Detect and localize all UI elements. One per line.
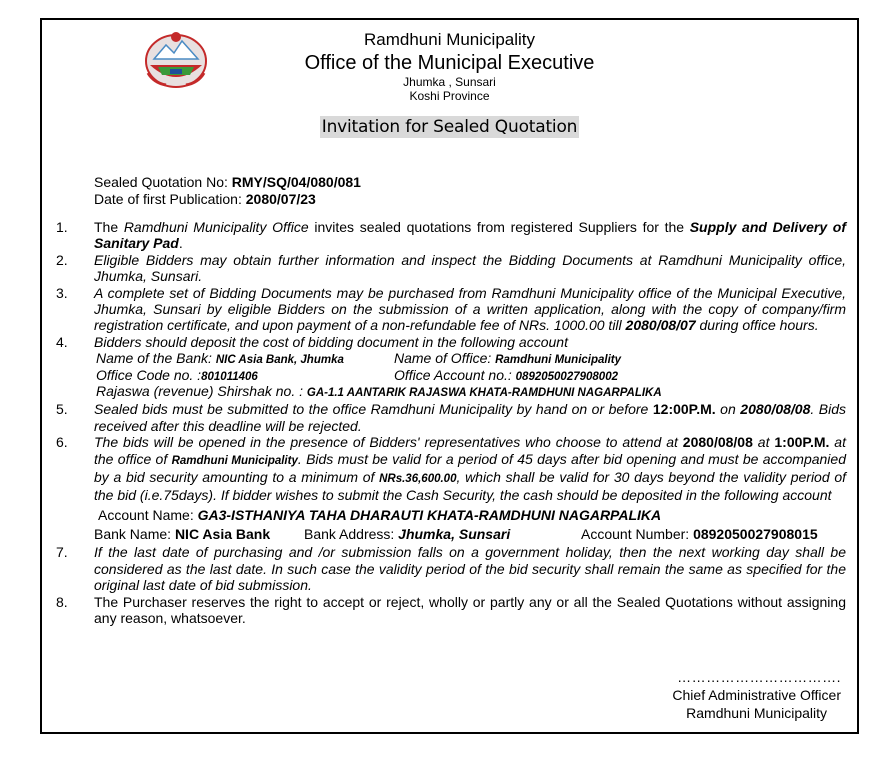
address-line-2: Koshi Province <box>409 89 490 103</box>
publication-date <box>94 191 361 208</box>
signature-block <box>672 668 841 722</box>
item-text: Eligible Bidders may obtain further information and inspect the Bidding Documents at Ramdhuni Municipality office, Jhumka, Sunsari. <box>94 251 846 285</box>
account-name-value: GA3-ISTHANIYA TAHA DHARAUTI KHATA-RAMDHUNI NAGARPALIKA <box>197 506 662 523</box>
list-item-6 <box>56 434 846 544</box>
item-text: 2080/08/07 <box>625 317 696 334</box>
office-code-label: Office Code no. : <box>96 366 202 383</box>
item-text: on <box>715 401 741 418</box>
item-text: Ramdhuni Municipality Office <box>123 219 309 235</box>
list-item-4 <box>56 334 846 402</box>
item-text: . <box>178 235 183 252</box>
item-text: , which shall be valid for 30 days beyond the validity period of the bid (i.e.75days). If bidder wishes to submit the Cash Security, the cash should be deposited in the following account <box>94 469 847 504</box>
item-number: 7. <box>56 544 68 561</box>
notice-frame <box>40 18 859 734</box>
item-text: Supply and Delivery of Sanitary Pad <box>94 219 846 252</box>
account-number-label: Account Number: <box>581 526 694 543</box>
list-item-3 <box>56 285 846 334</box>
address-line-1: Jhumka , Sunsari <box>403 75 496 89</box>
signatory-org: Ramdhuni Municipality <box>686 705 827 721</box>
bank-label: Name of the Bank: <box>96 350 216 367</box>
office-name: Office of the Municipal Executive <box>304 52 595 74</box>
notice-title-wrap <box>42 116 857 138</box>
signature-line: ……………………………. <box>677 669 841 685</box>
item-text: . Bids must be valid for a period of 45 days after bid opening and must be accompanied by a bid security amounting to a minimum of <box>94 450 846 486</box>
item-text: at the office of <box>94 434 846 467</box>
list-item-8 <box>56 594 846 627</box>
quotation-number-value: RMY/SQ/04/080/081 <box>231 174 361 190</box>
item-text: Ramdhuni Municipality <box>171 454 298 467</box>
notice-title: Invitation for Sealed Quotation <box>321 117 578 137</box>
list-item-1 <box>56 219 846 252</box>
item-text: 2080/08/08 <box>740 401 811 418</box>
item-number: 8. <box>56 593 68 610</box>
item-text: The bids will be opened in the presence of Bidders' representatives who choose to attend at <box>94 434 683 451</box>
item-number: 5. <box>56 401 68 418</box>
code-row <box>94 367 846 383</box>
item-text: NRs.36,600.00 <box>379 473 457 486</box>
publication-date-value: 2080/07/23 <box>245 191 316 207</box>
item-number: 1. <box>56 219 68 235</box>
bank-row <box>94 350 846 366</box>
office-value: Ramdhuni Municipality <box>495 354 622 367</box>
rajasva-value: GA-1.1 AANTARIK RAJASWA KHATA-RAMDHUNI NAGARPALIKA <box>306 387 662 400</box>
municipality-name: Ramdhuni Municipality <box>363 30 536 49</box>
office-label: Name of Office: <box>394 350 496 367</box>
account-name-label: Account Name: <box>98 506 198 523</box>
item-number: 6. <box>56 434 68 451</box>
signatory-designation: Chief Administrative Officer <box>672 687 841 703</box>
item-number: 3. <box>56 284 68 301</box>
item-text: Bidders should deposit the cost of bidding document in the following account <box>94 333 568 350</box>
account-name-row <box>98 507 846 523</box>
item-text: The Purchaser reserves the right to accept or reject, wholly or partly any or all the Sealed Quotations without assigning any reason, whatsoever. <box>94 593 846 626</box>
quotation-number-label: Sealed Quotation No: <box>94 174 232 190</box>
item-number: 4. <box>56 333 68 350</box>
bank-name-value: NIC Asia Bank <box>174 526 271 543</box>
quotation-number <box>94 174 361 191</box>
item-text: 1:00P.M. <box>774 434 830 451</box>
publication-date-label: Date of first Publication: <box>94 191 246 207</box>
item-text: at <box>752 434 775 451</box>
item-text: Sealed bids must be submitted to the office Ramdhuni Municipality by hand on or before <box>94 401 653 418</box>
rajasva-label: Rajaswa (revenue) Shirshak no. : <box>96 383 307 400</box>
bank-name-label: Bank Name: <box>94 526 175 543</box>
rajasva-row <box>94 383 846 401</box>
list-item-2 <box>56 252 846 285</box>
bank-value: NIC Asia Bank, Jhumka <box>215 354 344 367</box>
item-text: during office hours. <box>695 317 819 334</box>
bank-address-label: Bank Address: <box>304 526 399 543</box>
list-item-5 <box>56 401 846 434</box>
item-text: invites sealed quotations from registered Suppliers for the <box>308 219 690 235</box>
office-code-value: 801011406 <box>201 370 258 383</box>
quotation-meta <box>94 174 361 208</box>
list-item-7 <box>56 544 846 593</box>
office-account-value: 0892050027908002 <box>515 370 618 383</box>
bank-address-value: Jhumka, Sunsari <box>398 526 511 543</box>
item-text: 2080/08/08 <box>682 434 753 451</box>
item-text: 12:00P.M. <box>652 401 716 418</box>
notice-items <box>56 219 846 626</box>
item-text: A complete set of Bidding Documents may be purchased from Ramdhuni Municipality office of the Municipal Executive, Jhumka, Sunsari by eligible Bidders on the submission of a written application, along with the copy of company/firm registration certificate, and upon payment of a non-refundable fee of NRs. 1000.00 till <box>94 284 846 334</box>
item-text: . Bids received after this deadline will be rejected. <box>94 401 847 434</box>
account-number-value: 0892050027908015 <box>693 526 818 543</box>
item-number: 2. <box>56 251 68 268</box>
office-account-label: Office Account no.: <box>394 366 516 383</box>
bank-details-row <box>94 526 846 544</box>
item-text: The <box>94 219 124 235</box>
item-text: If the last date of purchasing and /or submission falls on a government holiday, then the next working day shall be considered as the last date. In such case the validity period of the bid security shall remain the same as specified for the original last date of bid submission. <box>94 544 846 594</box>
